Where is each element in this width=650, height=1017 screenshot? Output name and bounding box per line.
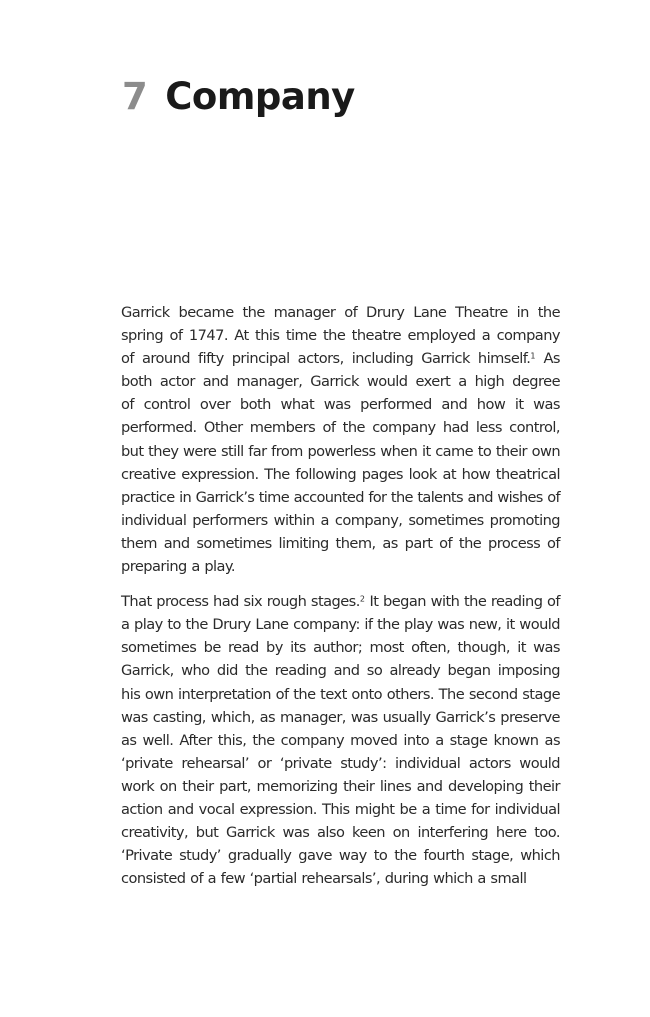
text-line — [121, 463, 560, 486]
text-line — [121, 775, 560, 798]
body-paragraph — [121, 301, 560, 578]
line-text: ‘private rehearsal’ or ‘private study’: individual actors would — [121, 754, 560, 772]
text-line — [121, 590, 560, 613]
text-line — [121, 729, 560, 752]
text-line — [121, 416, 560, 439]
text-line — [121, 301, 560, 324]
line-text: practice in Garrick’s time accounted for the talents and wishes of — [121, 488, 560, 506]
line-text: ‘Private study’ gradually gave way to the fourth stage, which — [121, 847, 560, 865]
text-line — [121, 752, 560, 775]
line-text-continued: It began with the reading of — [364, 593, 560, 611]
line-text: of around fifty principal actors, including Garrick himself. — [121, 350, 531, 368]
line-text: Garrick, who did the reading and so already began imposing — [121, 662, 560, 680]
line-text: individual performers within a company, sometimes promoting — [121, 511, 560, 529]
text-line — [121, 683, 560, 706]
line-text: preparing a play. — [121, 558, 236, 576]
text-line — [121, 347, 560, 370]
line-text: them and sometimes limiting them, as part of the process of — [121, 534, 560, 552]
line-text: his own interpretation of the text onto others. The second stage — [121, 685, 560, 703]
text-line — [121, 659, 560, 682]
footnote-marker: 1 — [530, 351, 536, 361]
chapter-title: Company — [165, 75, 355, 118]
line-text: a play to the Drury Lane company: if the play was new, it would — [121, 616, 560, 634]
line-text: as well. After this, the company moved into a stage known as — [121, 731, 560, 749]
text-line — [121, 324, 560, 347]
text-line — [121, 555, 560, 578]
text-line — [121, 370, 560, 393]
line-text: That process had six rough stages. — [121, 593, 360, 611]
line-text: of control over both what was performed and how it was — [121, 396, 560, 414]
text-line — [121, 613, 560, 636]
line-text: was casting, which, as manager, was usually Garrick’s preserve — [121, 708, 560, 726]
text-line — [121, 867, 560, 890]
body-text — [121, 301, 560, 890]
line-text: Garrick became the manager of Drury Lane Theatre in the — [121, 304, 560, 321]
chapter-number: 7 — [122, 75, 148, 118]
text-line — [121, 532, 560, 555]
line-text: creative expression. The following pages look at how theatrical — [121, 465, 560, 483]
chapter-heading — [122, 72, 355, 122]
footnote-marker: 2 — [359, 594, 365, 604]
body-paragraph — [121, 590, 560, 890]
text-line — [121, 393, 560, 416]
text-line — [121, 844, 560, 867]
line-text: creativity, but Garrick was also keen on interfering here too. — [121, 824, 560, 842]
text-line — [121, 509, 560, 532]
line-text-continued: As — [535, 350, 560, 368]
text-line — [121, 440, 560, 463]
line-text: action and vocal expression. This might be a time for individual — [121, 800, 560, 818]
line-text: consisted of a few ‘partial rehearsals’, during which a small — [121, 870, 527, 888]
line-text: both actor and manager, Garrick would exert a high degree — [121, 373, 560, 391]
line-text: performed. Other members of the company had less control, — [121, 419, 560, 437]
text-line — [121, 486, 560, 509]
line-text: work on their part, memorizing their lines and developing their — [121, 777, 560, 795]
line-text: spring of 1747. At this time the theatre employed a company — [121, 327, 560, 345]
text-line — [121, 636, 560, 659]
text-line — [121, 706, 560, 729]
line-text: sometimes be read by its author; most often, though, it was — [121, 639, 560, 657]
text-line — [121, 798, 560, 821]
text-line — [121, 821, 560, 844]
line-text: but they were still far from powerless when it came to their own — [121, 442, 560, 460]
